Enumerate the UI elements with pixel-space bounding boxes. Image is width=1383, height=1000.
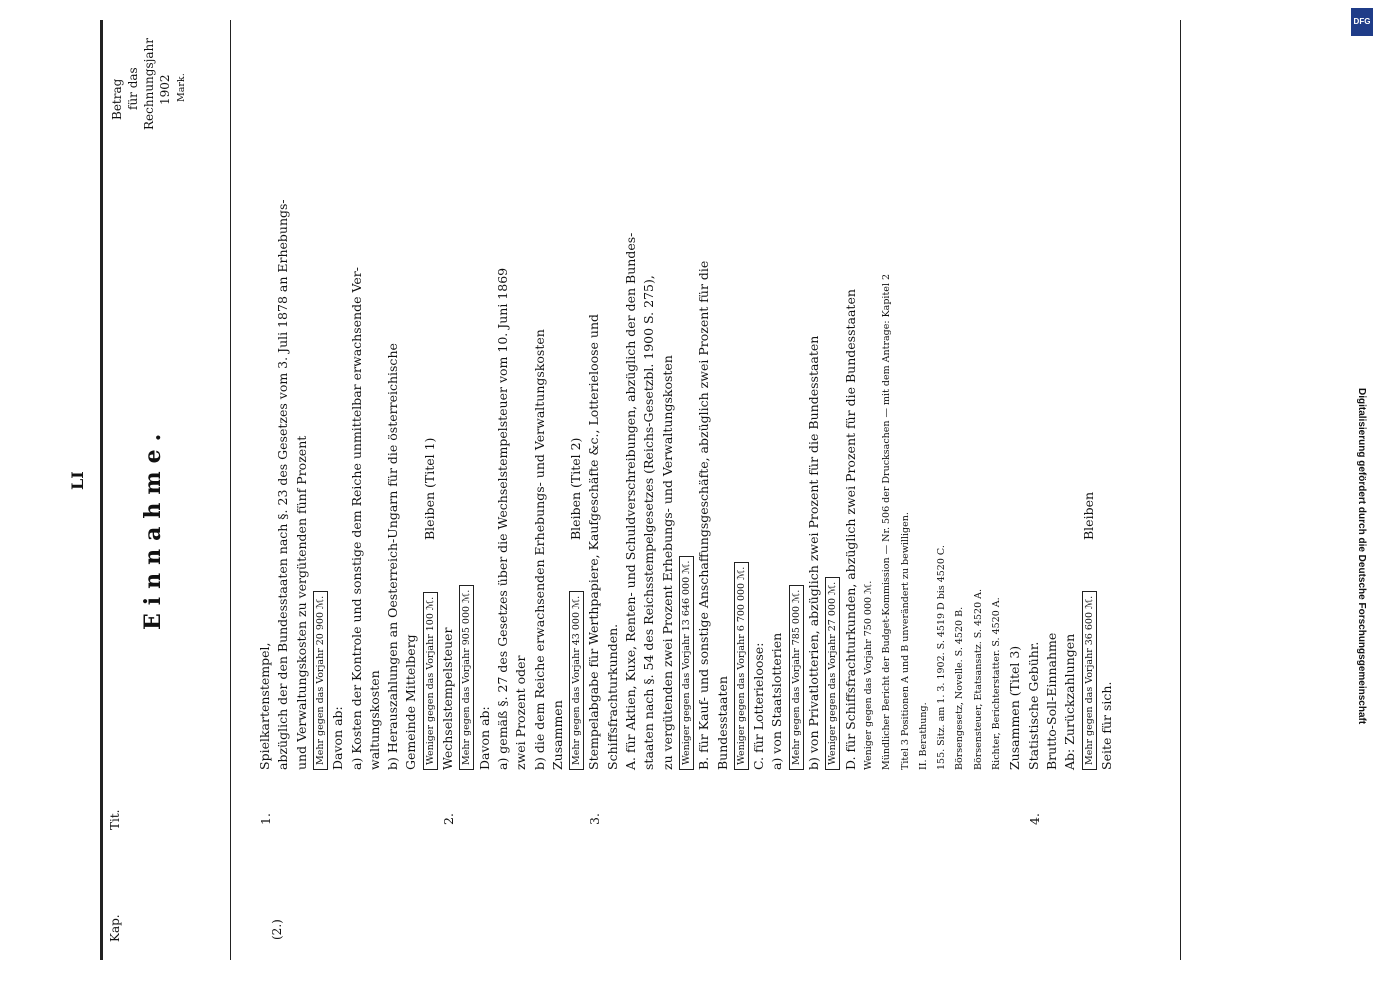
line-text: a) Kosten der Kontrole und sonstige dem Reiche unmittelbar erwachsende Ver- [348, 267, 364, 770]
line-text: Zusammen [549, 700, 565, 770]
line-text: Stempelabgabe für Werthpapiere, Kaufgeschäfte &c., Lotterieloose und [586, 313, 602, 770]
tit-number: 4. [1026, 813, 1042, 825]
line-text: C. für Lotterieloose: [751, 642, 767, 770]
note-text: 155. Sitz. am 1. 3. 1902. S. 4519 D bis 4520 C. [936, 545, 948, 770]
column-rule [230, 20, 231, 960]
header-betrag-0: Betrag [110, 78, 124, 120]
header-betrag-2: Rechnungsjahr [142, 38, 156, 130]
line-text: b) Herauszahlungen an Oesterreich-Ungarn für die österreichische [385, 343, 401, 770]
line-text: a) von Staatslotterien [769, 632, 785, 770]
line-text: Statistische Gebühr. [1025, 641, 1041, 770]
note-text: II. Berathung. [917, 702, 929, 770]
rotated-table [60, 20, 1300, 960]
line-text: b) von Privatlotterien, abzüglich zwei Prozent für die Bundesstaaten [806, 335, 821, 770]
line-text: Schiffsfrachturkunden. [604, 623, 620, 770]
kap-value: (2.) [270, 919, 284, 940]
comparison-box: Mehr gegen das Vorjahr 905 000 ℳ. [459, 585, 474, 770]
line-text: b) die dem Reiche erwachsenden Erhebungs- und Verwaltungskosten [531, 329, 547, 770]
comparison-box: Weniger gegen das Vorjahr 100 ℳ. [423, 592, 438, 770]
comparison-box: Weniger gegen das Vorjahr 6 700 000 ℳ. [734, 562, 749, 770]
comparison-box: Weniger gegen das Vorjahr 27 000 ℳ. [825, 577, 840, 770]
line-text: D. für Schiffsfrachturkunden, abzüglich zwei Prozent für die Bundesstaaten [842, 289, 858, 770]
line-text: zu vergütenden zwei Prozent Erhebungs- und Verwaltungskosten [659, 355, 675, 770]
comparison-box: Mehr gegen das Vorjahr 43 000 ℳ. [569, 591, 584, 770]
header-kap: Kap. [108, 914, 122, 942]
line-text: Davon ab: [330, 706, 346, 770]
line-text: Ab: Zurückzahlungen [1062, 633, 1078, 770]
line-text: B. für Kauf- und sonstige Anschaffungsgeschäfte, abzüglich zwei Prozent für die [696, 260, 712, 770]
amount-rule [1180, 20, 1181, 960]
side-note [1355, 8, 1369, 998]
header-betrag-4: Mark. [176, 73, 187, 102]
line-text: staaten nach §. 54 des Reichsstempelgesetzes (Reichs-Gesetzbl. 1900 S. 275), [641, 275, 657, 770]
note-text: Titel 3 Positionen A und B unverändert zu bewilligen. [899, 512, 911, 770]
comparison-box: Mehr gegen das Vorjahr 36 600 ℳ. [1082, 591, 1097, 770]
comparison-box: Mehr gegen das Vorjahr 20 900 ℳ. [313, 591, 328, 770]
side-note-text: Digitalisierung gefördert durch die Deutsche Forschungsgemeinschaft [1356, 388, 1367, 725]
line-text: Bleiben (Titel 1) [421, 437, 437, 540]
page-number: LI [68, 471, 87, 490]
line-text: abzüglich der den Bundesstaaten nach §. 23 des Gesetzes vom 3. Juli 1878 an Erhebungs- [275, 199, 291, 770]
tit-number: 3. [587, 813, 603, 825]
comparison-box: Weniger gegen das Vorjahr 13 646 000 ℳ. [679, 556, 694, 770]
comparison-box: Mehr gegen das Vorjahr 785 000 ℳ. [789, 585, 804, 770]
line-text: zwei Prozent oder [513, 655, 529, 770]
line-text: und Verwaltungskosten zu vergütenden fünf Prozent [293, 435, 309, 770]
line-text: Bundesstaaten [714, 676, 730, 770]
header-betrag-3: 1902 [158, 74, 172, 105]
tit-number: 1. [258, 813, 273, 825]
line-text: waltungskosten [366, 670, 382, 770]
note-text: Richter, Berichterstatter. S. 4520 A. [991, 597, 1002, 770]
tit-number: 2. [441, 813, 456, 825]
line-text: Spielkartenstempel, [257, 642, 272, 770]
line-text: Wechselstempelsteuer [440, 627, 455, 770]
line-text: Bleiben [1080, 491, 1096, 540]
dfg-logo: DFG [1351, 8, 1373, 36]
line-text: Bleiben (Titel 2) [568, 437, 584, 540]
line-text: Davon ab: [476, 706, 492, 770]
note-text: Börsengesetz, Novelle. S. 4520 B. [954, 606, 966, 770]
line-text: Gemeinde Mittelberg [403, 634, 419, 770]
line-text: Zusammen (Titel 3) [1007, 645, 1023, 770]
line-text: Brutto-Soll-Einnahme [1043, 632, 1059, 770]
section-title: Einnahme. [140, 425, 166, 630]
note-text: Börsensteuer, Etatsansatz. S. 4520 A. [972, 588, 984, 770]
header-betrag-1: für das [126, 67, 140, 110]
line-text: Seite für sich. [1098, 681, 1114, 770]
line-text: a) gemäß §. 27 des Gesetzes über die Wechselstempelsteuer vom 10. Juni 1869 [494, 267, 510, 770]
header-tit: Tit. [108, 809, 122, 830]
note-text: Weniger gegen das Vorjahr 750 000 ℳ. [862, 580, 874, 770]
line-text: A. für Aktien, Kuxe, Renten- und Schuldverschreibungen, abzüglich der den Bundes- [623, 232, 638, 770]
note-text: Mündlicher Bericht der Budget-Kommission — Nr. 506 der Drucksachen — mit dem Antrage: Kapitel 2 [881, 273, 893, 770]
header-rule [100, 20, 103, 960]
